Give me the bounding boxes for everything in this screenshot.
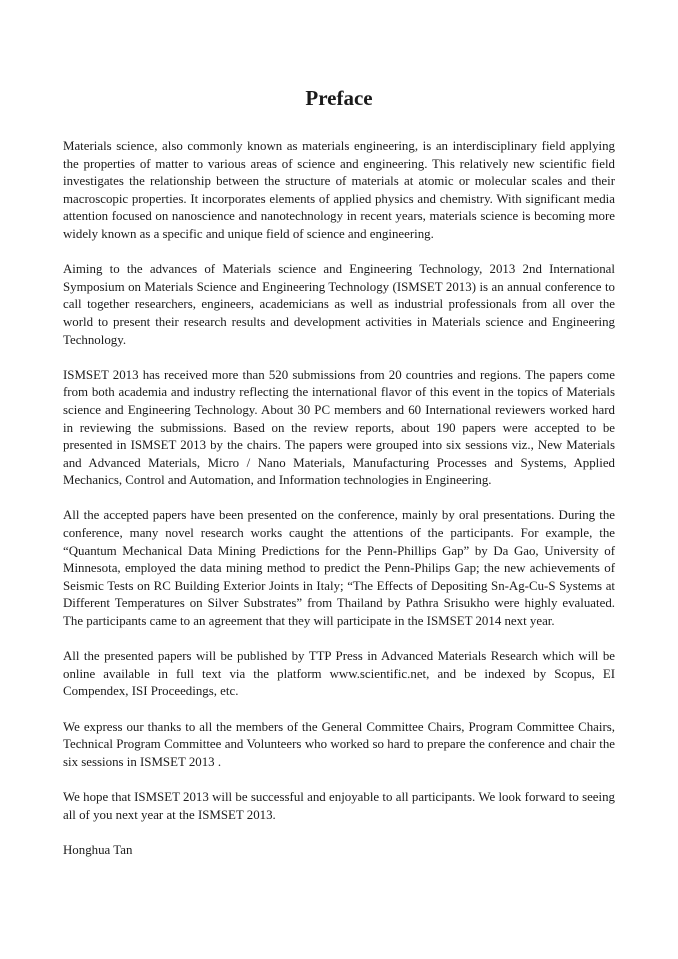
- paragraph: All the accepted papers have been presented on the conference, mainly by oral presentations. During the conference, many novel research works caught the attentions of the participants. For example, the “Quantum Mechanical Data Mining Predictions for the Penn-Phillips Gap” by Da Gao, University of Minnesota, employed the data mining method to predict the Penn-Philips Gap; the new achievements of Seismic Tests on RC Building Exterior Joints in Italy; “The Effects of Depositing Sn-Ag-Cu-S Systems at Different Temperatures on Silver Substrates” from Thailand by Pathra Srisukho were highly evaluated. The participants came to an agreement that they will participate in the ISMSET 2014 next year.: [63, 508, 615, 629]
- preface-body: [63, 138, 615, 877]
- paragraph: ISMSET 2013 has received more than 520 submissions from 20 countries and regions. The papers come from both academia and industry reflecting the international flavor of this event in the topics of Materials science and Engineering Technology. About 30 PC members and 60 International reviewers worked hard in reviewing the submissions. Based on the review reports, about 190 papers were accepted to be presented in ISMSET 2013 by the chairs. The papers were grouped into six sessions viz., New Materials and Advanced Materials, Micro / Nano Materials, Manufacturing Processes and Systems, Applied Mechanics, Control and Automation, and Information technologies in Engineering.: [63, 367, 615, 488]
- paragraph: We express our thanks to all the members of the General Committee Chairs, Program Committee Chairs, Technical Program Committee and Volunteers who worked so hard to prepare the conference and chair the six sessions in ISMSET 2013 .: [63, 719, 615, 769]
- paragraph: Materials science, also commonly known as materials engineering, is an interdisciplinary field applying the properties of matter to various areas of science and engineering. This relatively new scientific field investigates the relationship between the structure of materials at atomic or molecular scales and their macroscopic properties. It incorporates elements of applied physics and chemistry. With significant media attention focused on nanoscience and nanotechnology in recent years, materials science is becoming more widely known as a specific and unique field of science and engineering.: [63, 139, 615, 241]
- paragraph: Aiming to the advances of Materials science and Engineering Technology, 2013 2nd International Symposium on Materials Science and Engineering Technology (ISMSET 2013) is an annual conference to call together researchers, engineers, academicians as well as industrial professionals from all over the world to present their research results and development activities in Materials science and Engineering Technology.: [63, 262, 615, 347]
- page-title: Preface: [305, 86, 373, 110]
- paragraph: We hope that ISMSET 2013 will be successful and enjoyable to all participants. We look forward to seeing all of you next year at the ISMSET 2013.: [63, 789, 615, 822]
- signature: Honghua Tan: [63, 842, 133, 857]
- paragraph: All the presented papers will be published by TTP Press in Advanced Materials Research which will be online available in full text via the platform www.scientific.net, and be indexed by Scopus, EI Compendex, ISI Proceedings, etc.: [63, 649, 615, 699]
